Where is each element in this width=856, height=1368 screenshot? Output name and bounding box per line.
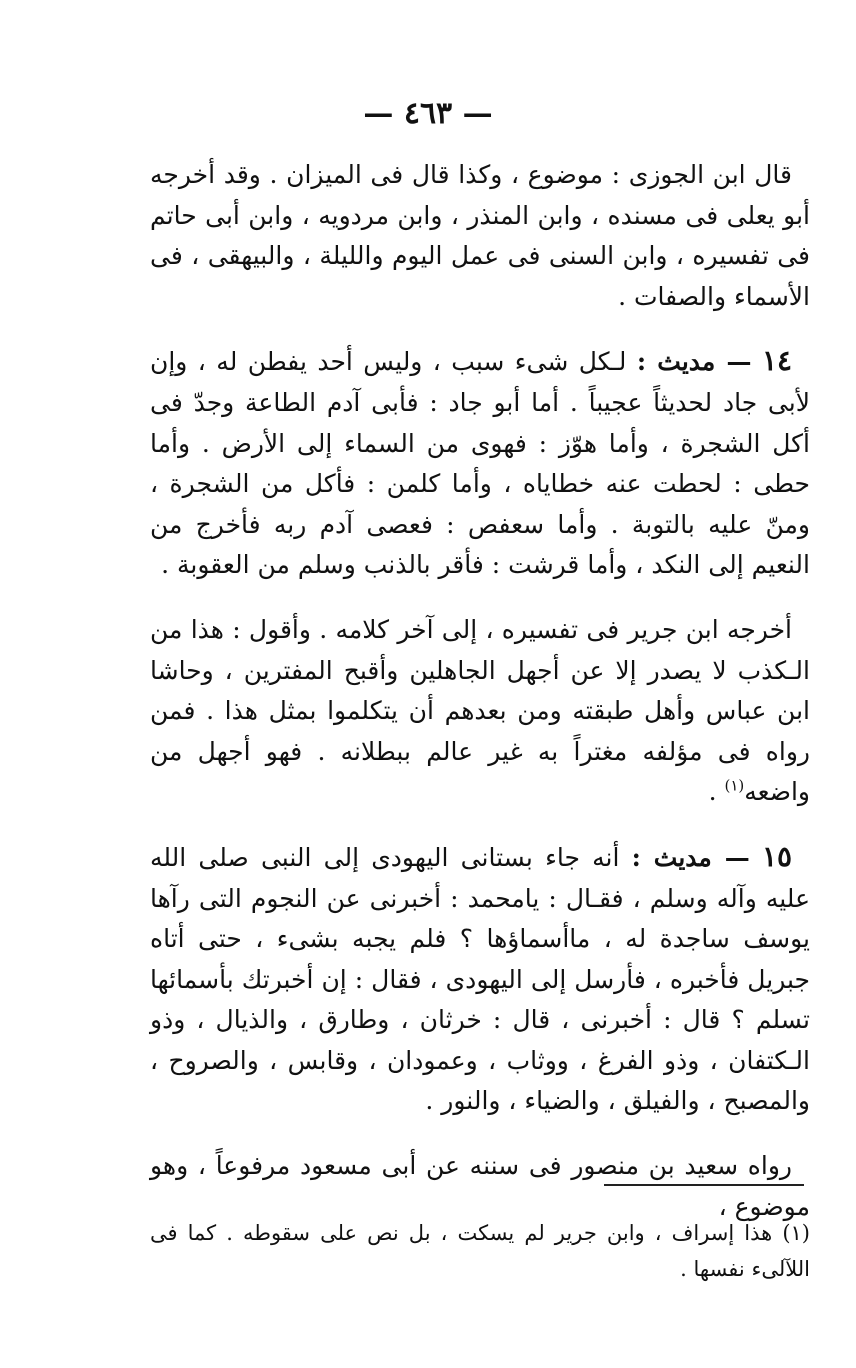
commentary-text: أخرجه ابن جرير فى تفسيره ، إلى آخر كلامه . وأقول : هذا من الـكذب لا يصدر إلا عن أجهل الجاهلين وأقبح المفترين ، وحاشا ابن عباس وأهل طبقته ومن بعدهم أن يتكلموا بمثل هذا . فمن رواه فى مؤلفه مغتراً به غير عالم ببطلانه . فهو أجهل من واضعه bbox=[150, 614, 810, 807]
commentary-end: . bbox=[708, 777, 725, 807]
hadith-number: ١٤ bbox=[761, 344, 793, 378]
hadith-number: ١٥ bbox=[761, 839, 793, 873]
paragraph-ibn-al-jawzi: قال ابن الجوزى : موضوع ، وكذا قال فى الميزان . وقد أخرجه أبو يعلى فى مسنده ، وابن المنذر ، وابن مردويه ، وابن أبى حاتم فى تفسيره ، وابن السنى فى عمل اليوم والليلة ، والبيهقى ، فى الأسماء والصفات . bbox=[150, 160, 810, 311]
hadith-text: لـكل شىء سبب ، وليس أحد يفطن له ، وإن لأبى جاد لحديثاً عجيباً . أما أبو جاد : فأبى آدم الطاعة وجدّ فى أكل الشجرة ، وأما هوّز : فهوى من السماء إلى الأرض . وأما حطى : لحطت عنه خطاياه ، وأما كلمن : فأكل من الشجرة ، ومنّ عليه بالتوبة . وأما سعفص : فعصى آدم ربه فأخرج من النعيم إلى النكد ، وأما قرشت : فأقر بالذنب وسلم من العقوبة . bbox=[150, 347, 810, 580]
hadith-label: — مديث : bbox=[631, 842, 750, 872]
hadith-text: أنه جاء بستانى اليهودى إلى النبى صلى الله عليه وآله وسلم ، فقـال : يامحمد : أخبرنى عن النجوم التى رآها يوسف ساجدة له ، ماأسماؤها ؟ فلم يجبه بشىء ، حتى أتاه جبريل فأخبره ، فأرسل إلى اليهودى ، فقال : إن أخبرتك بأسمائها تسلم ؟ قال : أخبرنى ، قال : خرثان ، وطارق ، والذيال ، وذو الـكتفان ، وذو الفرغ ، ووثاب ، وعمودان ، وقابس ، والصروح ، والمصبح ، والفيلق ، والضياء ، والنور . bbox=[150, 842, 810, 1116]
narration-paragraph: رواه سعيد بن منصور فى سننه عن أبى مسعود مرفوعاً ، وهو موضوع ، bbox=[150, 1151, 810, 1221]
footnote-reference: (١) bbox=[724, 776, 745, 795]
main-text bbox=[150, 155, 810, 1251]
footnote-divider bbox=[604, 1184, 804, 1186]
hadith-label: — مديث : bbox=[636, 347, 752, 377]
commentary-paragraph bbox=[150, 610, 810, 813]
page-number: — ٤٦٣ — bbox=[363, 96, 493, 131]
hadith-15-paragraph bbox=[150, 837, 810, 1122]
hadith-14-paragraph bbox=[150, 341, 810, 586]
footnote: (١) هذا إسراف ، وابن جرير لم يسكت ، بل نص على سقوطه . كما فى اللآلىء نفسها . bbox=[150, 1221, 810, 1281]
